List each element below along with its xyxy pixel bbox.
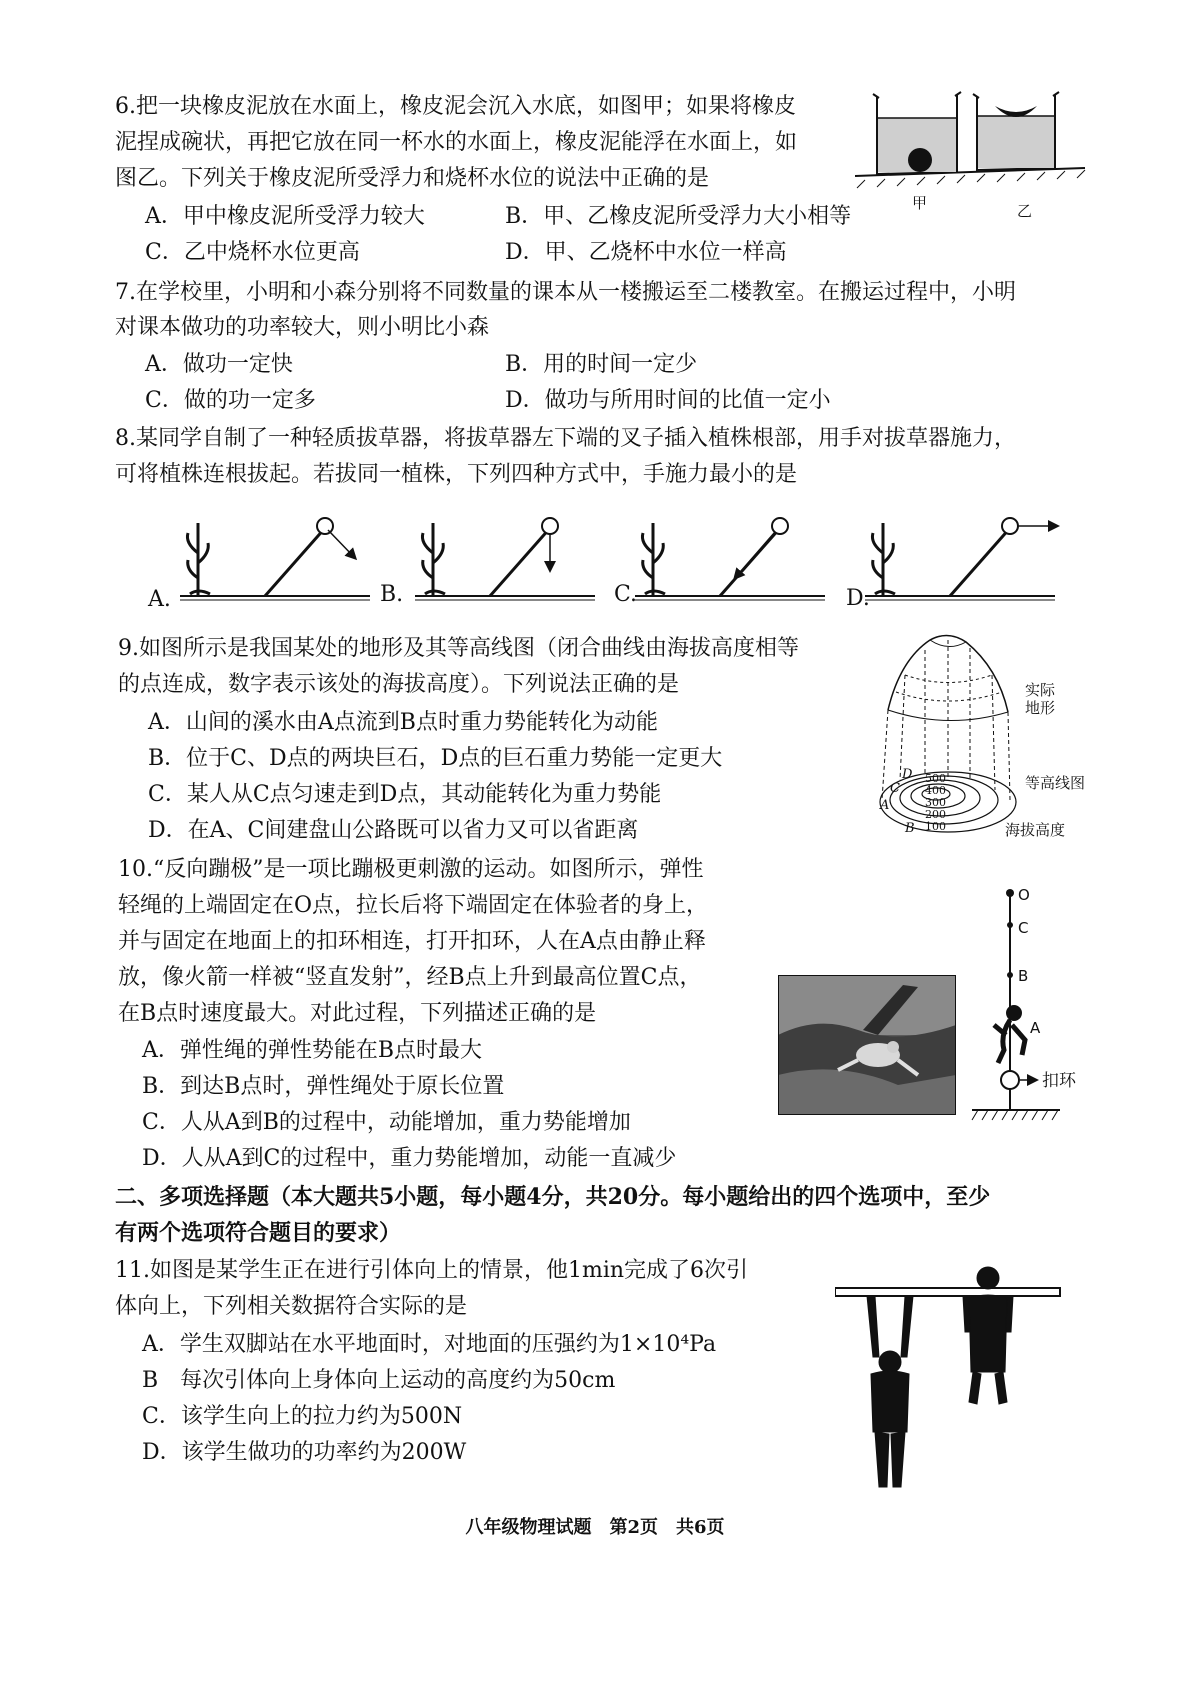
q9-label-contour: 等高线图 bbox=[1025, 774, 1086, 792]
q9-point-d: D bbox=[902, 767, 913, 782]
q9-height-400: 400 bbox=[925, 784, 946, 797]
q9-height-100: 100 bbox=[925, 820, 946, 833]
q11-option-a[interactable]: A．学生双脚站在水平地面时，对地面的压强约为1×10⁴Pa bbox=[142, 1332, 717, 1357]
q10-option-b[interactable]: B．到达B点时，弹性绳处于原长位置 bbox=[142, 1074, 505, 1099]
q8-label-d: D. bbox=[846, 586, 870, 611]
q9-label-terrain-2: 地形 bbox=[1025, 699, 1056, 717]
q10-option-a[interactable]: A．弹性绳的弹性势能在B点时最大 bbox=[142, 1038, 483, 1063]
q11-option-d[interactable]: D．该学生做功的功率约为200W bbox=[142, 1440, 467, 1465]
q11-pullup-figure bbox=[835, 1262, 1070, 1497]
q9-stem-line-1: 9.如图所示是我国某处的地形及其等高线图（闭合曲线由海拔高度相等 bbox=[118, 636, 799, 661]
q8-label-c: C. bbox=[614, 582, 638, 607]
q10-bungee-photo bbox=[778, 975, 956, 1115]
q10-label-c: C bbox=[1018, 919, 1029, 937]
q11-option-b[interactable]: B 每次引体向上身体向上运动的高度约为50cm bbox=[142, 1368, 616, 1393]
q7-stem-line-2: 对课本做功的功率较大，则小明比小森 bbox=[115, 315, 490, 340]
q9-option-b[interactable]: B．位于C、D点的两块巨石，D点的巨石重力势能一定更大 bbox=[148, 746, 723, 771]
q10-stem-line-2: 轻绳的上端固定在O点，拉长后将下端固定在体验者的身上， bbox=[118, 893, 709, 918]
q6-label-jia: 甲 bbox=[912, 194, 928, 212]
q7-option-d[interactable]: D．做功与所用时间的比值一定小 bbox=[505, 388, 831, 413]
q10-label-a: A bbox=[1030, 1019, 1041, 1037]
q9-option-c[interactable]: C．某人从C点匀速走到D点，其动能转化为重力势能 bbox=[148, 782, 662, 807]
q10-option-d[interactable]: D．人从A到C的过程中，重力势能增加，动能一直减少 bbox=[142, 1146, 677, 1171]
q9-option-a[interactable]: A．山间的溪水由A点流到B点时重力势能转化为动能 bbox=[148, 710, 658, 735]
q6-stem-line-1: 6.把一块橡皮泥放在水面上，橡皮泥会沉入水底，如图甲；如果将橡皮 bbox=[115, 94, 796, 119]
section2-heading-line-2: 有两个选项符合题目的要求） bbox=[115, 1220, 402, 1246]
q10-stem-line-5: 在B点时速度最大。对此过程，下列描述正确的是 bbox=[118, 1001, 597, 1026]
q10-stem-line-3: 并与固定在地面上的扣环相连，打开扣环，人在A点由静止释 bbox=[118, 929, 706, 954]
q7-stem-line-1: 7.在学校里，小明和小森分别将不同数量的课本从一楼搬运至二楼教室。在搬运过程中，小明 bbox=[115, 280, 1016, 305]
q9-point-a: A bbox=[880, 798, 890, 813]
q9-label-altitude: 海拔高度 bbox=[1005, 821, 1066, 839]
q7-option-b[interactable]: B．用的时间一定少 bbox=[505, 352, 698, 377]
q9-option-d[interactable]: D．在A、C间建盘山公路既可以省力又可以省距离 bbox=[148, 818, 639, 843]
q10-label-buckle: 扣环 bbox=[1042, 1071, 1076, 1091]
q6-option-c[interactable]: C．乙中烧杯水位更高 bbox=[145, 240, 360, 265]
q8-label-b: B. bbox=[380, 582, 404, 607]
q9-point-c: C bbox=[890, 781, 900, 796]
q10-option-c[interactable]: C．人从A到B的过程中，动能增加，重力势能增加 bbox=[142, 1110, 631, 1135]
q6-label-yi: 乙 bbox=[1017, 202, 1033, 220]
q11-stem-line-1: 11.如图是某学生正在进行引体向上的情景，他1min完成了6次引 bbox=[115, 1258, 749, 1283]
q11-stem-line-2: 体向上，下列相关数据符合实际的是 bbox=[115, 1294, 468, 1319]
q9-stem-line-2: 的点连成，数字表示该处的海拔高度）。下列说法正确的是 bbox=[118, 672, 680, 697]
q6-stem-line-2: 泥捏成碗状，再把它放在同一杯水的水面上，橡皮泥能浮在水面上，如 bbox=[115, 130, 798, 155]
q9-height-200: 200 bbox=[925, 808, 946, 821]
q6-option-d[interactable]: D．甲、乙烧杯中水位一样高 bbox=[505, 240, 787, 265]
q9-height-500: 500 bbox=[925, 772, 946, 785]
section2-heading-line-1: 二、多项选择题（本大题共5小题，每小题4分，共20分。每小题给出的四个选项中，至少 bbox=[115, 1184, 991, 1210]
q10-label-b: B bbox=[1018, 967, 1029, 985]
q6-option-a[interactable]: A．甲中橡皮泥所受浮力较大 bbox=[145, 204, 425, 229]
q8-stem-line-2: 可将植株连根拔起。若拔同一植株，下列四种方式中，手施力最小的是 bbox=[115, 462, 798, 487]
q9-label-terrain: 实际 bbox=[1025, 681, 1056, 699]
q10-stem-line-1: 10.“反向蹦极”是一项比蹦极更刺激的运动。如图所示，弹性 bbox=[118, 857, 704, 882]
q7-option-a[interactable]: A．做功一定快 bbox=[145, 352, 293, 377]
q10-stem-line-4: 放，像火箭一样被“竖直发射”，经B点上升到最高位置C点， bbox=[118, 965, 702, 990]
page-footer: 八年级物理试题 第2页 共6页 bbox=[465, 1517, 725, 1538]
q10-label-o: O bbox=[1018, 886, 1030, 904]
q11-option-c[interactable]: C．该学生向上的拉力约为500N bbox=[142, 1404, 463, 1429]
q9-point-b: B bbox=[905, 821, 915, 836]
q6-beaker-figure bbox=[855, 88, 1090, 218]
q8-weeder-figures bbox=[140, 508, 1080, 618]
q6-option-b[interactable]: B．甲、乙橡皮泥所受浮力大小相等 bbox=[505, 204, 852, 229]
q8-label-a: A. bbox=[148, 587, 171, 612]
q9-height-300: 300 bbox=[925, 796, 946, 809]
q7-option-c[interactable]: C．做的功一定多 bbox=[145, 388, 316, 413]
q8-stem-line-1: 8.某同学自制了一种轻质拔草器，将拔草器左下端的叉子插入植株根部，用手对拔草器施力， bbox=[115, 426, 1016, 451]
q6-stem-line-3: 图乙。下列关于橡皮泥所受浮力和烧杯水位的说法中正确的是 bbox=[115, 166, 710, 191]
